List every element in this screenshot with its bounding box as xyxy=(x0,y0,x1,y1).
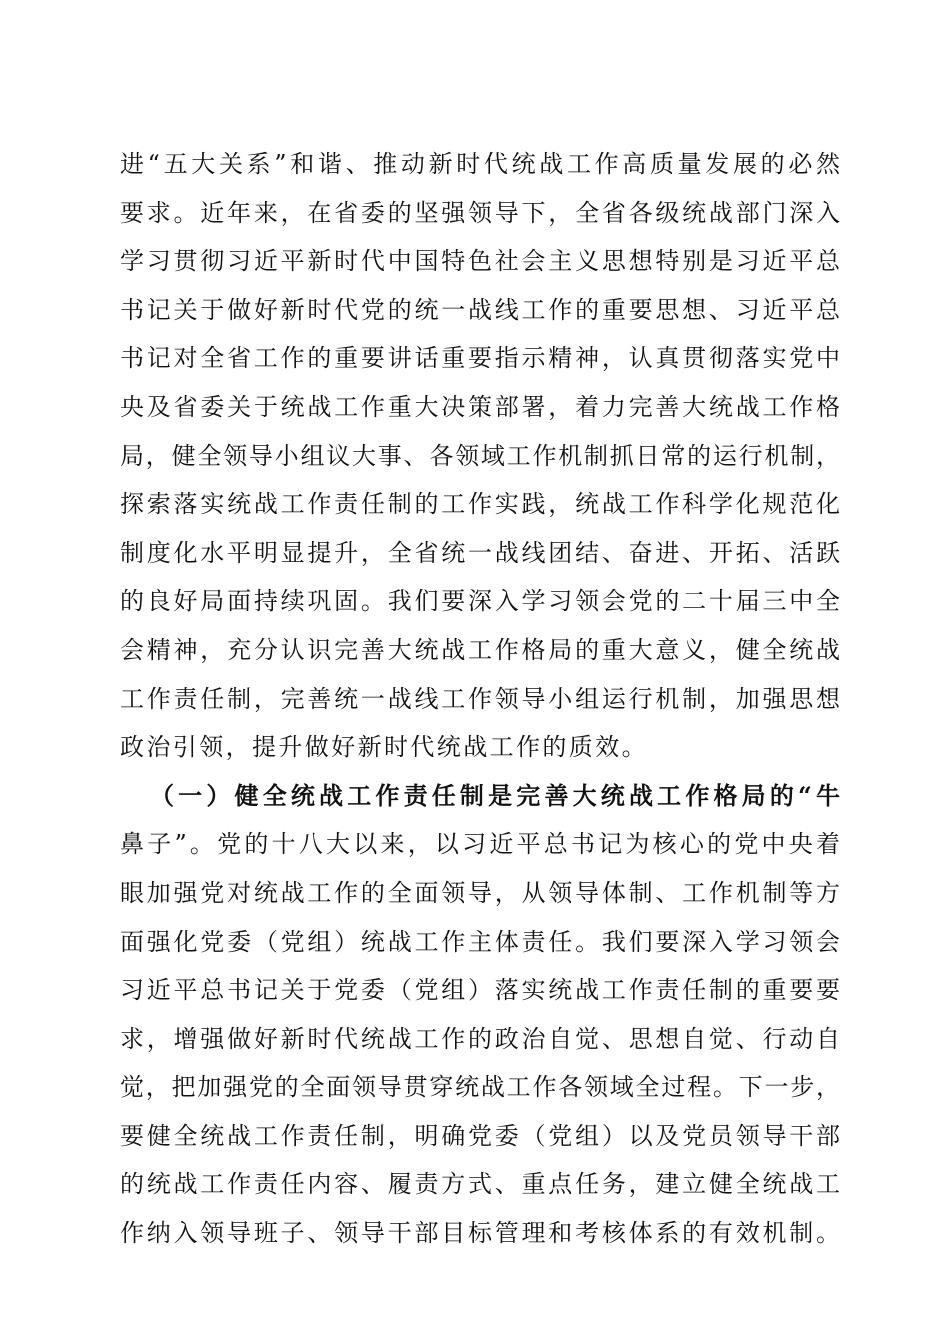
paragraph-line: 工作责任制，完善统一战线工作领导小组运行机制，加强思想 xyxy=(120,684,840,713)
paragraph-line: 觉，把加强党的全面领导贯穿统战工作各领域全过程。下一步， xyxy=(120,1073,840,1102)
paragraph-line: 习近平总书记关于党委（党组）落实统战工作责任制的重要要 xyxy=(120,976,840,1005)
paragraph-line: 书记对全省工作的重要讲话重要指示精神，认真贯彻落实党中 xyxy=(120,344,840,373)
paragraph-line: 制度化水平明显提升，全省统一战线团结、奋进、开拓、活跃 xyxy=(120,538,840,567)
paragraph-line: 鼻子”。党的十八大以来，以习近平总书记为核心的党中央着 xyxy=(120,830,840,859)
paragraph-line: 政治引领，提升做好新时代统战工作的质效。 xyxy=(120,733,648,762)
paragraph-line: 眼加强党对统战工作的全面领导，从领导体制、工作机制等方 xyxy=(120,878,840,907)
paragraph-line: 局，健全领导小组议大事、各领域工作机制抓日常的运行机制， xyxy=(120,441,840,470)
paragraph-line: 要求。近年来，在省委的坚强领导下，全省各级统战部门深入 xyxy=(120,198,840,227)
paragraph-line: 学习贯彻习近平新时代中国特色社会主义思想特别是习近平总 xyxy=(120,247,840,276)
paragraph-line: 面强化党委（党组）统战工作主体责任。我们要深入学习领会 xyxy=(120,927,840,956)
paragraph-line: 求，增强做好新时代统战工作的政治自觉、思想自觉、行动自 xyxy=(120,1024,840,1053)
paragraph-line: 探索落实统战工作责任制的工作实践，统战工作科学化规范化 xyxy=(120,490,840,519)
paragraph-line: 进“五大关系”和谐、推动新时代统战工作高质量发展的必然 xyxy=(120,150,840,178)
paragraph-line: 的统战工作责任内容、履责方式、重点任务，建立健全统战工 xyxy=(120,1170,840,1199)
document-body xyxy=(120,140,840,1258)
paragraph-line: 央及省委关于统战工作重大决策部署，着力完善大统战工作格 xyxy=(120,392,840,421)
paragraph-line: 作纳入领导班子、领导干部目标管理和考核体系的有效机制。 xyxy=(120,1219,840,1248)
paragraph-line: 书记关于做好新时代党的统一战线工作的重要思想、习近平总 xyxy=(120,295,840,324)
paragraph-1 xyxy=(120,140,840,772)
paragraph-line: 会精神，充分认识完善大统战工作格局的重大意义，健全统战 xyxy=(120,635,840,664)
paragraph-2 xyxy=(120,772,840,1258)
paragraph-line: 的良好局面持续巩固。我们要深入学习领会党的二十届三中全 xyxy=(120,587,840,616)
paragraph-line: 要健全统战工作责任制，明确党委（党组）以及党员领导干部 xyxy=(120,1121,840,1150)
section-heading-line: （一）健全统战工作责任制是完善大统战工作格局的“牛 xyxy=(150,780,840,810)
